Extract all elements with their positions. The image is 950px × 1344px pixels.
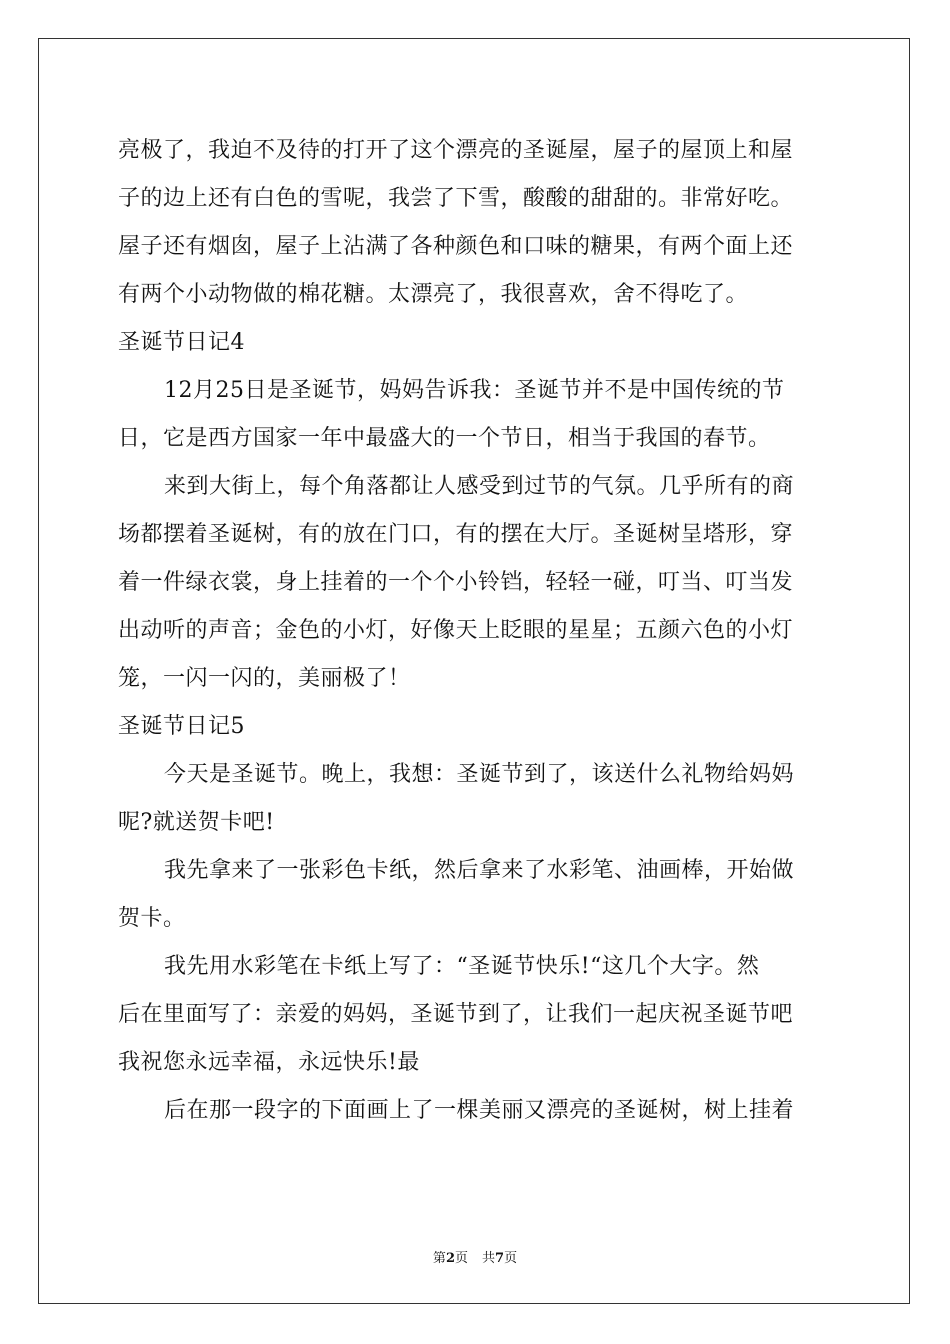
text-line: 出动听的声音；金色的小灯，好像天上眨眼的星星；五颜六色的小灯 bbox=[118, 618, 794, 643]
section-heading: 圣诞节日记5 bbox=[118, 714, 245, 739]
text-line: 呢?就送贺卡吧! bbox=[118, 810, 275, 835]
text-line: 场都摆着圣诞树，有的放在门口，有的摆在大厅。圣诞树呈塔形，穿 bbox=[118, 522, 794, 547]
text-line: 日，它是西方国家一年中最盛大的一个节日，相当于我国的春节。 bbox=[118, 426, 771, 451]
text-line: 亮极了，我迫不及待的打开了这个漂亮的圣诞屋，屋子的屋顶上和屋 bbox=[118, 138, 794, 163]
text-line: 后在那一段字的下面画上了一棵美丽又漂亮的圣诞树，树上挂着 bbox=[164, 1098, 795, 1123]
text-line: 后在里面写了：亲爱的妈妈，圣诞节到了，让我们一起庆祝圣诞节吧 bbox=[118, 1002, 794, 1027]
text-line: 我先用水彩笔在卡纸上写了：“圣诞节快乐!“这几个大字。然 bbox=[164, 954, 760, 979]
text-line: 12月25日是圣诞节，妈妈告诉我：圣诞节并不是中国传统的节 bbox=[164, 378, 785, 403]
page-prefix: 第 bbox=[432, 1251, 446, 1266]
text-line: 子的边上还有白色的雪呢，我尝了下雪，酸酸的甜甜的。非常好吃。 bbox=[118, 186, 794, 211]
page-footer bbox=[0, 1247, 950, 1266]
total-prefix: 共 bbox=[482, 1251, 496, 1266]
total-suffix: 页 bbox=[504, 1251, 518, 1266]
text-line: 笼，一闪一闪的，美丽极了！ bbox=[118, 666, 411, 691]
text-line: 来到大街上，每个角落都让人感受到过节的气氛。几乎所有的商 bbox=[164, 474, 795, 499]
text-line: 我先拿来了一张彩色卡纸，然后拿来了水彩笔、油画棒，开始做 bbox=[164, 858, 795, 883]
page-number: 2 bbox=[445, 1251, 455, 1266]
text-line: 今天是圣诞节。晚上，我想：圣诞节到了，该送什么礼物给妈妈 bbox=[164, 762, 795, 787]
text-line: 贺卡。 bbox=[118, 906, 186, 931]
total-pages: 7 bbox=[495, 1251, 505, 1266]
text-line: 有两个小动物做的棉花糖。太漂亮了，我很喜欢，舍不得吃了。 bbox=[118, 282, 749, 307]
text-line: 着一件绿衣裳，身上挂着的一个个小铃铛，轻轻一碰，叮当、叮当发 bbox=[118, 570, 794, 595]
document-body bbox=[118, 127, 834, 1135]
text-line: 我祝您永远幸福，永远快乐!最 bbox=[118, 1050, 420, 1075]
section-heading: 圣诞节日记4 bbox=[118, 330, 245, 355]
text-line: 屋子还有烟囱，屋子上沾满了各种颜色和口味的糖果，有两个面上还 bbox=[118, 234, 794, 259]
page-suffix: 页 bbox=[454, 1251, 468, 1266]
